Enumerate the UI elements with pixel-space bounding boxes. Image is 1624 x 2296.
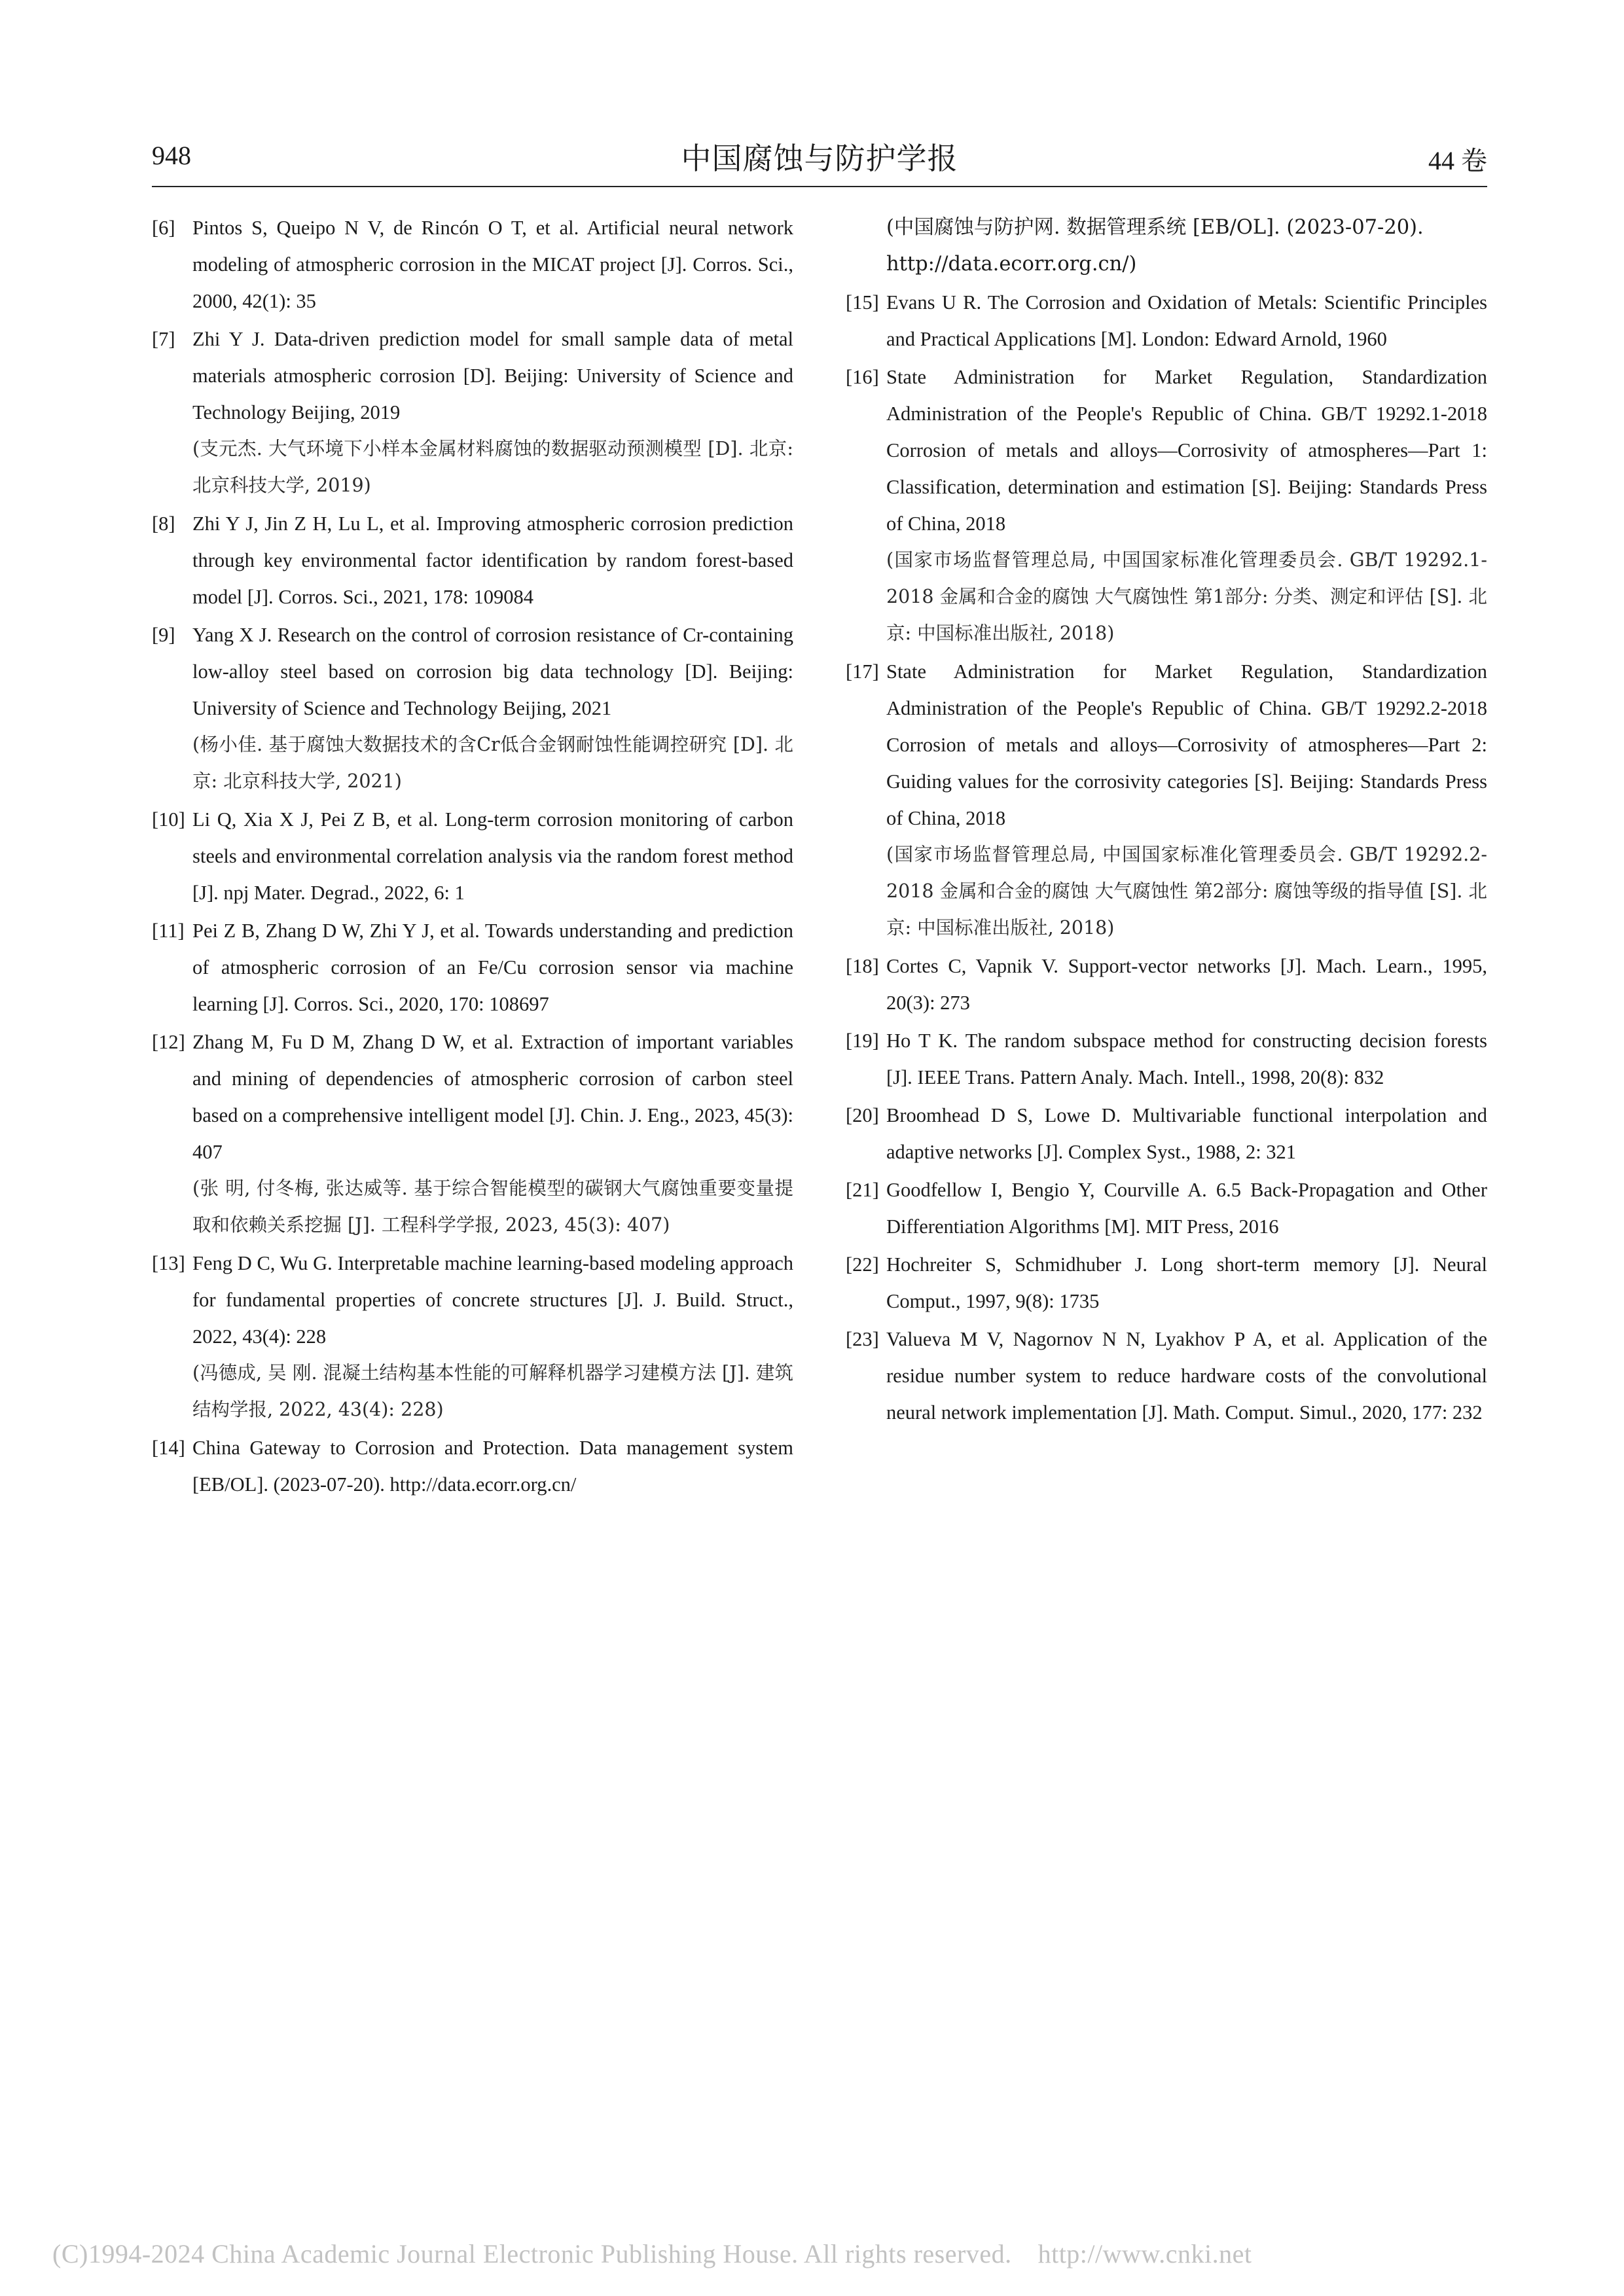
- reference-item: [152, 912, 793, 1022]
- reference-number: [19]: [846, 1030, 879, 1052]
- reference-number: [14]: [152, 1437, 185, 1459]
- reference-number: [7]: [152, 328, 175, 350]
- reference-chinese-text: (国家市场监督管理总局, 中国国家标准化管理委员会. GB/T 19292.2-2018 金属和合金的腐蚀 大气腐蚀性 第2部分: 腐蚀等级的指导值 [S]. 北京: 中国标准出版社, 2018): [886, 844, 1487, 939]
- reference-text: Valueva M V, Nagornov N N, Lyakhov P A, et al. Application of the residue number system to reduce hardware costs of the convolutional neural network implementation [J]. Math. Comput. Simul., 2020, 177: 232: [886, 1328, 1487, 1424]
- reference-text: Ho T K. The random subspace method for constructing decision forests [J]. IEEE Trans. Pattern Analy. Mach. Intell., 1998, 20(8): 832: [886, 1030, 1487, 1088]
- reference-number: [8]: [152, 512, 175, 535]
- reference-number: [16]: [846, 366, 879, 388]
- reference-number: [20]: [846, 1104, 879, 1126]
- volume-label: 44 卷: [1428, 146, 1487, 175]
- copyright-text: (C)1994-2024 China Academic Journal Electronic Publishing House. All rights reserved.: [52, 2239, 1012, 2269]
- reference-text: Feng D C, Wu G. Interpretable machine learning-based modeling approach for fundamental properties of concrete structures [J]. J. Build. Struct., 2022, 43(4): 228: [192, 1252, 793, 1348]
- footer-url[interactable]: http://www.cnki.net: [1038, 2239, 1252, 2269]
- reference-chinese-text: (国家市场监督管理总局, 中国国家标准化管理委员会. GB/T 19292.1-2018 金属和合金的腐蚀 大气腐蚀性 第1部分: 分类、测定和评估 [S]. 北京: 中国标准出版社, 2018): [886, 549, 1487, 644]
- reference-item: [846, 359, 1487, 652]
- reference-text: Cortes C, Vapnik V. Support-vector networks [J]. Mach. Learn., 1995, 20(3): 273: [886, 955, 1487, 1014]
- reference-text: State Administration for Market Regulation, Standardization Administration of the People's Republic of China. GB/T 19292.1-2018 Corrosion of metals and alloys—Corrosivity of atmospheres—Part 1: Classification, determination and estimation [S]. Beijing: Standards Press of China, 2018: [886, 366, 1487, 535]
- reference-number: [23]: [846, 1328, 879, 1350]
- page-number: 948: [152, 141, 191, 170]
- reference-item: [152, 617, 793, 800]
- reference-item: [846, 653, 1487, 946]
- reference-number: [13]: [152, 1252, 185, 1274]
- reference-item: [152, 209, 793, 319]
- reference-item: [846, 284, 1487, 357]
- reference-item: [846, 948, 1487, 1021]
- reference-text: China Gateway to Corrosion and Protection. Data management system [EB/OL]. (2023-07-20). http://data.ecorr.org.cn/: [192, 1437, 793, 1496]
- reference-text: Goodfellow I, Bengio Y, Courville A. 6.5 Back-Propagation and Other Differentiation Algorithms [M]. MIT Press, 2016: [886, 1179, 1487, 1238]
- reference-item: [152, 1245, 793, 1428]
- journal-title: 中国腐蚀与防护学报: [681, 141, 958, 176]
- reference-number: [9]: [152, 624, 175, 646]
- reference-number: [11]: [152, 920, 185, 942]
- reference-number: [18]: [846, 955, 879, 977]
- reference-chinese-text: (杨小佳. 基于腐蚀大数据技术的含Cr低合金钢耐蚀性能调控研究 [D]. 北京: 北京科技大学, 2021): [192, 734, 793, 792]
- reference-text: Zhi Y J, Jin Z H, Lu L, et al. Improving atmospheric corrosion prediction through key environmental factor identification by random forest-based model [J]. Corros. Sci., 2021, 178: 109084: [192, 512, 793, 608]
- reference-text: Hochreiter S, Schmidhuber J. Long short-term memory [J]. Neural Comput., 1997, 9(8): 1735: [886, 1253, 1487, 1312]
- reference-number: [21]: [846, 1179, 879, 1201]
- left-column: [152, 209, 793, 1504]
- reference-text: Pintos S, Queipo N V, de Rincón O T, et al. Artificial neural network modeling of atmospheric corrosion in the MICAT project [J]. Corros. Sci., 2000, 42(1): 35: [192, 217, 793, 312]
- reference-number: [10]: [152, 808, 185, 831]
- reference-text: State Administration for Market Regulation, Standardization Administration of the People's Republic of China. GB/T 19292.2-2018 Corrosion of metals and alloys—Corrosivity of atmospheres—Part 2: Guiding values for the corrosivity categories [S]. Beijing: Standards Press of China, 2018: [886, 660, 1487, 829]
- reference-text: Pei Z B, Zhang D W, Zhi Y J, et al. Towards understanding and prediction of atmospheric corrosion of an Fe/Cu corrosion sensor via machine learning [J]. Corros. Sci., 2020, 170: 108697: [192, 920, 793, 1015]
- reference-number: [15]: [846, 291, 879, 314]
- header-rule: [152, 186, 1487, 187]
- reference-text: Zhi Y J. Data-driven prediction model for small sample data of metal materials atmospheric corrosion [D]. Beijing: University of Science and Technology Beijing, 2019: [192, 328, 793, 423]
- reference-item: [846, 1022, 1487, 1096]
- reference-chinese-text: (支元杰. 大气环境下小样本金属材料腐蚀的数据驱动预测模型 [D]. 北京: 北京科技大学, 2019): [192, 438, 793, 496]
- reference-item: [846, 1246, 1487, 1319]
- reference-text: Li Q, Xia X J, Pei Z B, et al. Long-term corrosion monitoring of carbon steels and environmental correlation analysis via the random forest method [J]. npj Mater. Degrad., 2022, 6: 1: [192, 808, 793, 904]
- reference-item: [152, 1024, 793, 1244]
- reference-number: [6]: [152, 217, 175, 239]
- reference-text: Yang X J. Research on the control of corrosion resistance of Cr-containing low-alloy steel based on corrosion big data technology [D]. Beijing: University of Science and Technology Beijing, 2021: [192, 624, 793, 719]
- reference-item: [846, 1321, 1487, 1431]
- reference-chinese-text: (冯德成, 吴 刚. 混凝土结构基本性能的可解释机器学习建模方法 [J]. 建筑结构学报, 2022, 43(4): 228): [192, 1362, 793, 1420]
- reference-number: [12]: [152, 1031, 185, 1053]
- reference-item: [846, 1097, 1487, 1170]
- reference-item: [152, 321, 793, 504]
- reference-text: Broomhead D S, Lowe D. Multivariable functional interpolation and adaptive networks [J]. Complex Syst., 1988, 2: 321: [886, 1104, 1487, 1163]
- reference-item: [152, 801, 793, 911]
- reference-item: [152, 505, 793, 615]
- right-column: [846, 209, 1487, 1432]
- copyright-footer: [52, 2238, 1252, 2269]
- reference-item: [152, 1429, 793, 1503]
- reference-item: [846, 1172, 1487, 1245]
- reference-chinese-text: (张 明, 付冬梅, 张达威等. 基于综合智能模型的碳钢大气腐蚀重要变量提取和依赖关系挖掘 [J]. 工程科学学报, 2023, 45(3): 407): [192, 1177, 793, 1236]
- reference-text: Evans U R. The Corrosion and Oxidation of Metals: Scientific Principles and Practical Applications [M]. London: Edward Arnold, 1960: [886, 291, 1487, 350]
- reference-text: Zhang M, Fu D M, Zhang D W, et al. Extraction of important variables and mining of dependencies of atmospheric corrosion of carbon steel based on a comprehensive intelligent model [J]. Chin. J. Eng., 2023, 45(3): 407: [192, 1031, 793, 1163]
- reference-number: [22]: [846, 1253, 879, 1276]
- reference-number: [17]: [846, 660, 879, 683]
- reference-continued-chinese: (中国腐蚀与防护网. 数据管理系统 [EB/OL]. (2023-07-20). http://data.ecorr.org.cn/): [886, 216, 1424, 276]
- page-header: [152, 135, 1487, 187]
